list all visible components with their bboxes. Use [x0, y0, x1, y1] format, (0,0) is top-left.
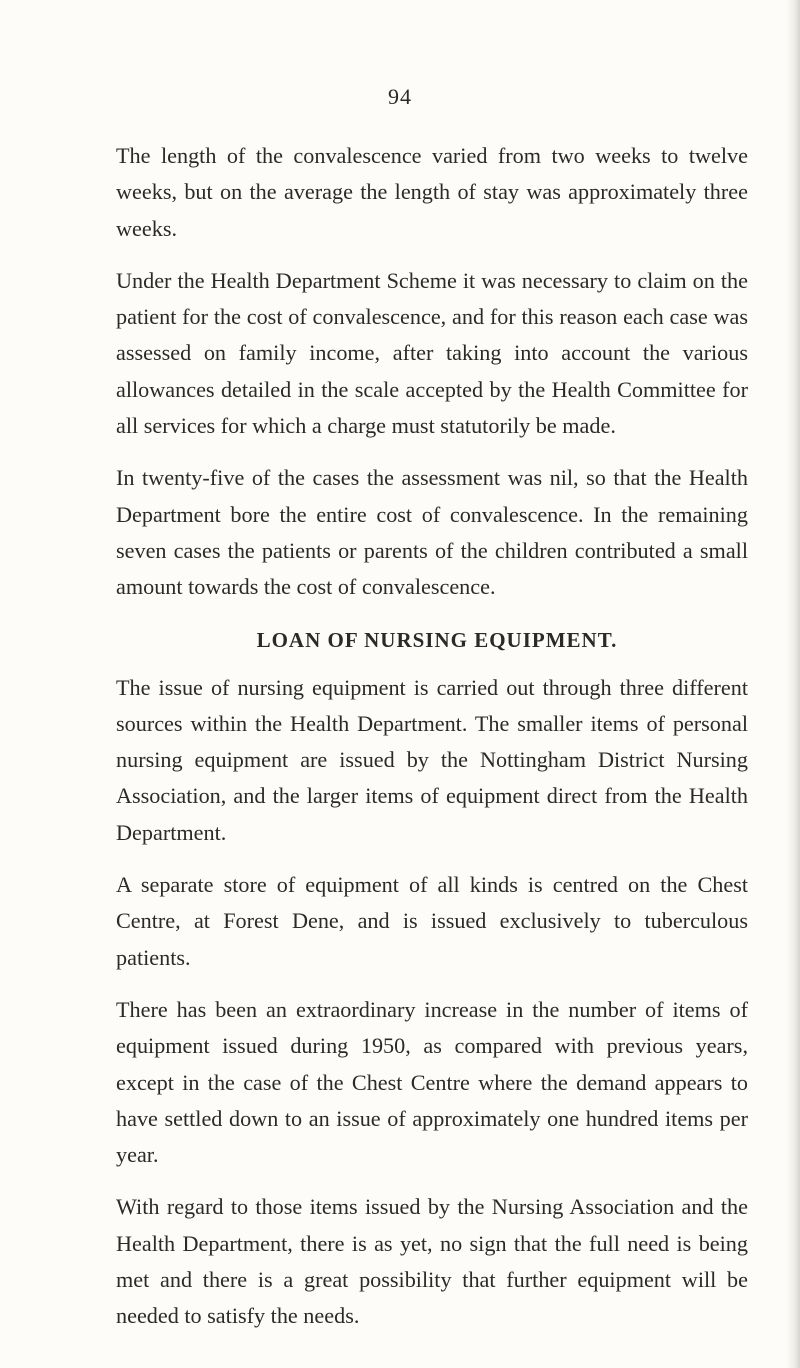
section-heading: LOAN OF NURSING EQUIPMENT. — [256, 627, 618, 652]
paragraph-convalescence-length: The length of the convalescence varied from two weeks to twelve weeks, but on the average the length of stay was approximately three weeks. — [116, 143, 748, 241]
page-edge-shadow — [786, 0, 800, 1368]
paragraph-increase: There has been an extraordinary increase in the number of items of equipment issued during 1950, as compared with previous years, except in the case of the Chest Centre where the demand appears to have settled down to an issue of approximately one hundred items per year. — [116, 996, 748, 1168]
paragraph-separate-store: A separate store of equipment of all kinds is centred on the Chest Centre, at Forest Dene, and is issued exclusively to tuberculous patients. — [116, 872, 748, 970]
body-text — [116, 138, 748, 1351]
paragraph-assessment: In twenty-five of the cases the assessment was nil, so that the Health Department bore the entire cost of convalescence. In the remaining seven cases the patients or parents of the children contributed a small amount towards the cost of convalescence. — [116, 465, 748, 600]
paragraph-future-needs: With regard to those items issued by the Nursing Association and the Health Department, there is as yet, no sign that the full need is being met and there is a great possibility that further equipment will be needed to satisfy the needs. — [116, 1194, 748, 1329]
page-number: 94 — [388, 84, 412, 109]
paragraph-issue-sources: The issue of nursing equipment is carried out through three different sources within the Health Department. The smaller items of personal nursing equipment are issued by the Nottingham District Nursing Association, and the larger items of equipment direct from the Health Department. — [116, 674, 748, 845]
paragraph-health-department-scheme: Under the Health Department Scheme it was necessary to claim on the patient for the cost of convalescence, and for this reason each case was assessed on family income, after taking into account the various allowances detailed in the scale accepted by the Health Committee for all services for which a charge must statutorily be made. — [116, 267, 748, 439]
